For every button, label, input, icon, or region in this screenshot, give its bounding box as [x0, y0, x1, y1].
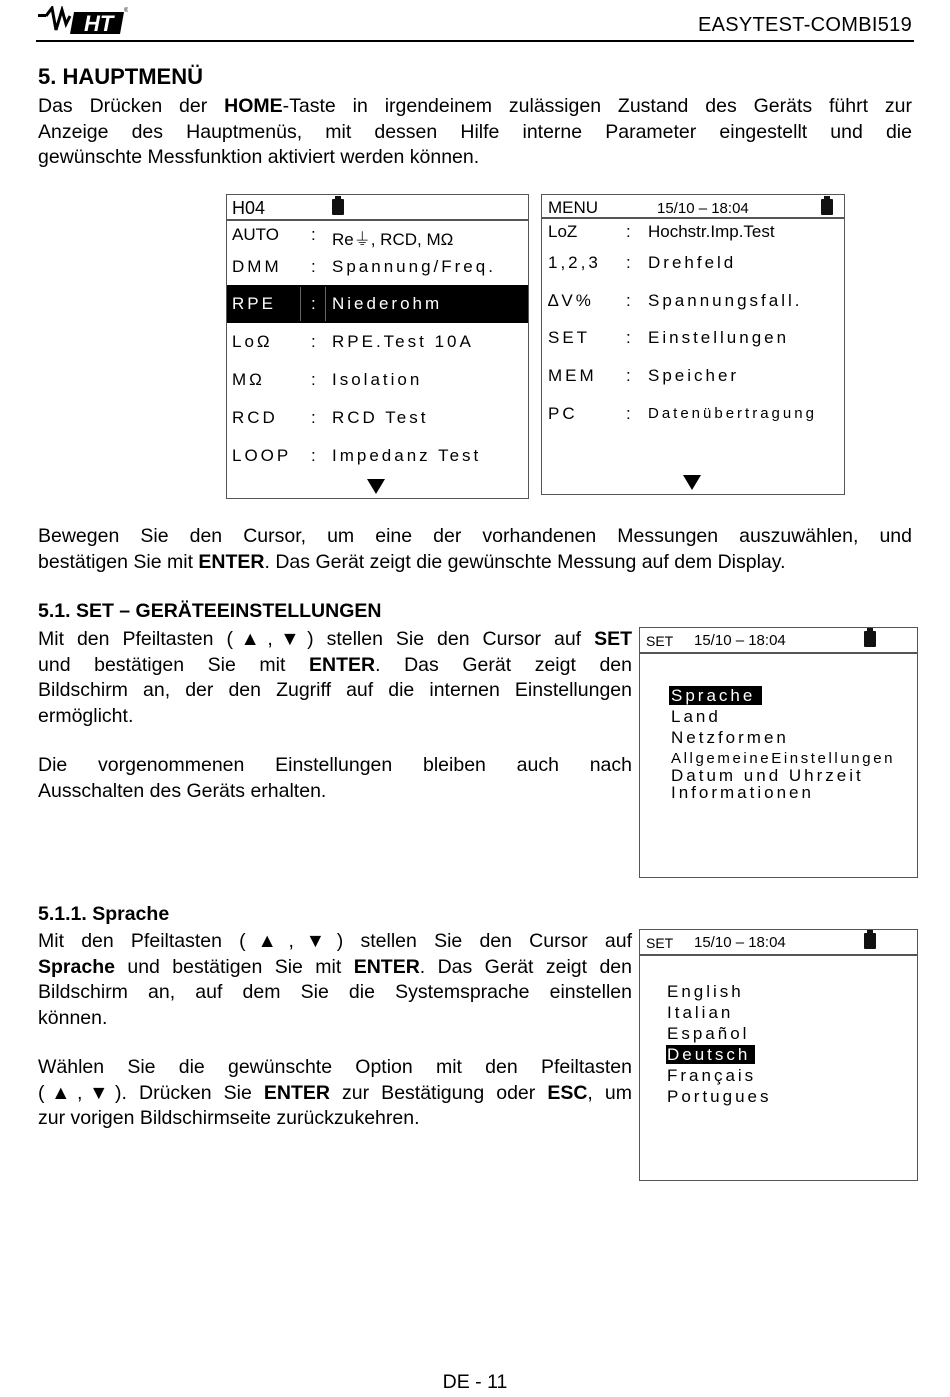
- scroll-down-arrow-icon: [683, 475, 701, 490]
- menu-key-dmm[interactable]: DMM: [232, 257, 282, 276]
- language-portugues[interactable]: Portugues: [667, 1087, 772, 1106]
- language-deutsch[interactable]: Deutsch: [667, 1045, 751, 1064]
- menu-key-123[interactable]: 1,2,3: [548, 253, 601, 272]
- language-espanol[interactable]: Español: [667, 1024, 750, 1043]
- menu-value-rcd: RCD Test: [332, 408, 429, 427]
- menu-value-loop: Impedanz Test: [332, 446, 482, 465]
- sprache-paragraph-1: Mit den Pfeiltasten (▲,▼) stellen Sie den Cursor auf Sprache und bestätigen Sie mit ENTER. Das Gerät zeigt den Bildschirm an, auf dem Sie die Systemsprache einstellen können.: [38, 930, 632, 1029]
- menu-key-pc[interactable]: PC: [548, 404, 578, 423]
- set-screen: [639, 627, 918, 878]
- main-menu-screen-1: H04 AUTO : Re⏚, RCD, MΩ DMM : Spannung/Freq. RPE : Niederohm LoΩ : RPE.Test 10A MΩ : Isolation RCD : RCD Test LOOP : Impedanz Test: [226, 194, 529, 499]
- set-item-netzformen[interactable]: Netzformen: [671, 728, 789, 747]
- battery-icon: [821, 199, 833, 215]
- menu-key-loz[interactable]: LoZ: [548, 222, 578, 241]
- set-paragraph-2: Die vorgenommenen Einstellungen bleiben auch nach Ausschalten des Geräts erhalten.: [38, 754, 632, 802]
- menu-value-set: Einstellungen: [648, 328, 790, 347]
- header-rule: [36, 40, 914, 42]
- main-menu-screen-2: MENU 15/10 – 18:04 LoZ : Hochstr.Imp.Test 1,2,3 : Drehfeld ∆V% : Spannungsfall. SET : Einstellungen MEM : Speicher PC : Datenübertragung: [541, 194, 845, 495]
- menu-value-auto: Re⏚, RCD, MΩ: [332, 230, 454, 249]
- menu-key-loop[interactable]: LOOP: [232, 446, 292, 465]
- menu-key-set[interactable]: SET: [548, 328, 591, 347]
- set-item-datum[interactable]: Datum und Uhrzeit: [671, 766, 864, 785]
- menu-value-dmm: Spannung/Freq.: [332, 257, 496, 276]
- section-heading-set: 5.1. SET – GERÄTEEINSTELLUNGEN: [38, 600, 382, 622]
- logo-text: HT: [84, 11, 114, 36]
- menu-key-lo[interactable]: LoΩ: [232, 332, 273, 351]
- menu-key-rcd[interactable]: RCD: [232, 408, 278, 427]
- battery-icon: [864, 933, 876, 949]
- scroll-down-arrow-icon: [367, 479, 385, 494]
- battery-icon: [332, 199, 344, 215]
- menu-key-mohm[interactable]: MΩ: [232, 370, 265, 389]
- menu-value-pc: Datenübertragung: [648, 405, 817, 422]
- intro-paragraph: Das Drücken der HOME-Taste in irgendeinem zulässigen Zustand des Geräts führt zur Anzeige des Hauptmenüs, mit dessen Hilfe interne Parameter eingestellt und die gewünschte Messfunktion aktiviert werden können.: [38, 95, 912, 168]
- menu-value-123: Drehfeld: [648, 253, 737, 272]
- set-paragraph-1: Mit den Pfeiltasten (▲,▼) stellen Sie den Cursor auf SET und bestätigen Sie mit ENTER. Das Gerät zeigt den Bildschirm an, der den Zugriff auf die internen Einstellungen ermöglicht.: [38, 628, 633, 727]
- menu-key-auto[interactable]: AUTO: [232, 225, 279, 244]
- menu-key-dv[interactable]: ∆V%: [548, 291, 594, 310]
- menu-value-mohm: Isolation: [332, 370, 423, 389]
- set-item-allgemeine[interactable]: AllgemeineEinstellungen: [671, 750, 896, 767]
- screen-title: SET: [646, 935, 674, 951]
- language-italian[interactable]: Italian: [667, 1003, 734, 1022]
- menu-value-dv: Spannungsfall.: [648, 291, 803, 310]
- section-heading-sprache: 5.1.1. Sprache: [38, 903, 170, 925]
- menu-value-lo: RPE.Test 10A: [332, 332, 474, 351]
- ht-logo: [38, 6, 128, 36]
- set-item-sprache[interactable]: Sprache: [671, 686, 756, 705]
- menu-key-rpe[interactable]: RPE: [232, 294, 276, 313]
- language-screen: [639, 929, 918, 1181]
- menu-key-mem[interactable]: MEM: [548, 366, 597, 385]
- menu-value-rpe: Niederohm: [332, 294, 443, 313]
- screen-title: SET: [646, 633, 674, 649]
- screen-datetime: 15/10 – 18:04: [694, 934, 786, 951]
- page-number: DE - 11: [442, 1371, 508, 1393]
- cursor-instructions: Bewegen Sie den Cursor, um eine der vorhandenen Messungen auszuwählen, und bestätigen Sie mit ENTER. Das Gerät zeigt die gewünschte Messung auf dem Display.: [38, 525, 912, 573]
- menu-value-mem: Speicher: [648, 366, 740, 385]
- battery-icon: [864, 631, 876, 647]
- screen-title: MENU: [548, 198, 599, 217]
- set-item-informationen[interactable]: Informationen: [671, 783, 814, 802]
- svg-text:®: ®: [124, 8, 128, 14]
- language-francais[interactable]: Français: [667, 1066, 757, 1085]
- menu-value-loz: Hochstr.Imp.Test: [648, 222, 775, 241]
- screen-title: H04: [232, 198, 266, 218]
- screen-datetime: 15/10 – 18:04: [694, 632, 786, 649]
- document-title: EASYTEST-COMBI519: [697, 14, 912, 36]
- language-english[interactable]: English: [667, 982, 744, 1001]
- set-item-land[interactable]: Land: [671, 707, 721, 726]
- section-heading-hauptmenu: 5. HAUPTMENÜ: [38, 64, 204, 89]
- sprache-paragraph-2: Wählen Sie die gewünschte Option mit den Pfeiltasten (▲,▼). Drücken Sie ENTER zur Bestätigung oder ESC, um zur vorigen Bildschirmseite zurückzukehren.: [38, 1056, 632, 1129]
- screen-datetime: 15/10 – 18:04: [657, 200, 749, 217]
